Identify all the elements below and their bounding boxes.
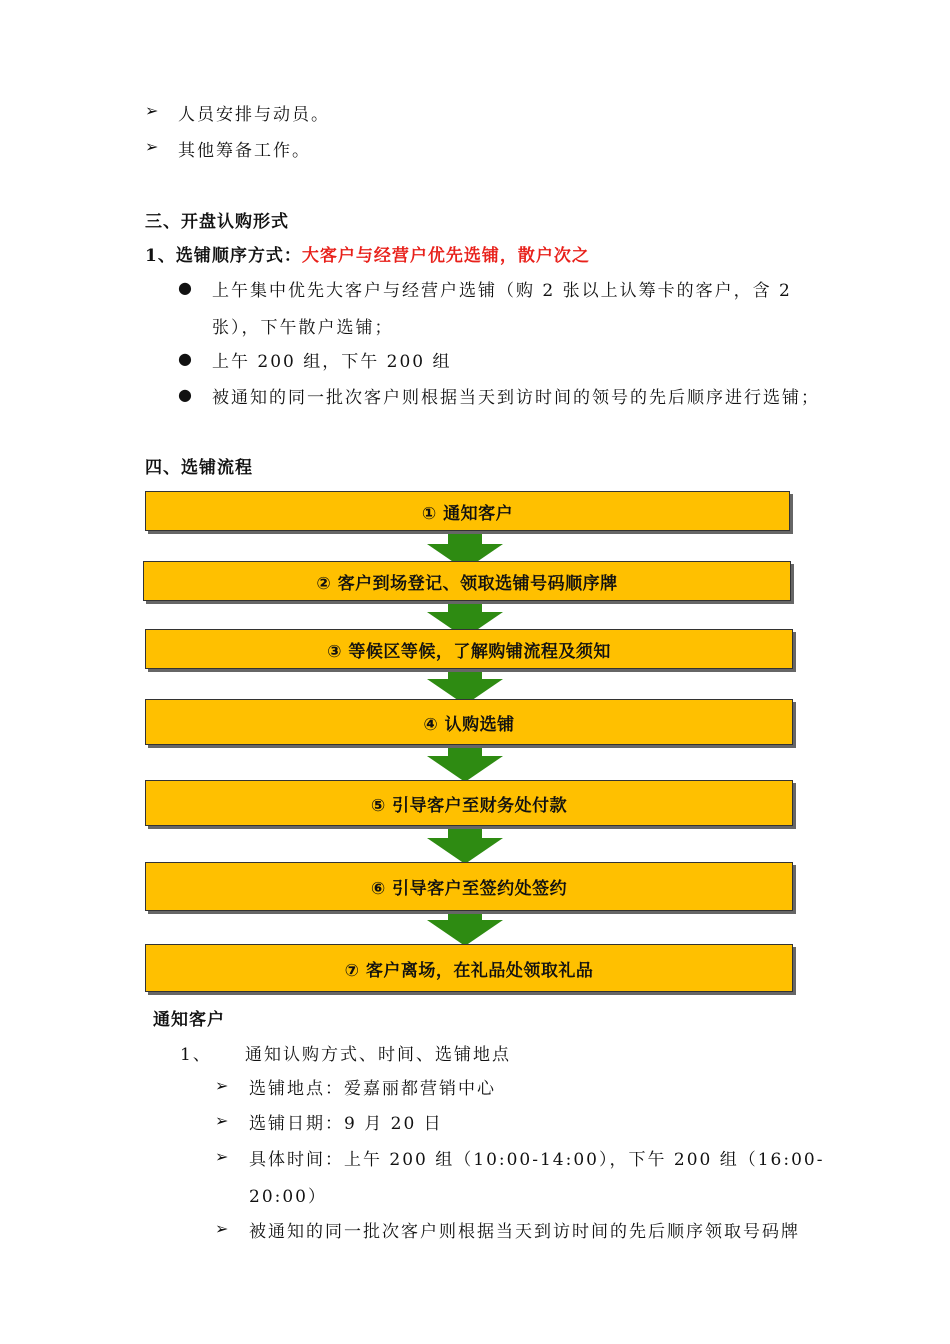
order-method-highlight: 大客户与经营户优先选铺，散户次之 [301, 246, 590, 266]
flow-step: ② 客户到场登记、领取选铺号码顺序牌 [143, 561, 791, 601]
section-heading: 四、选铺流程 [145, 458, 253, 478]
bullet-text: 上午 200 组，下午 200 组 [212, 352, 452, 372]
sub-bullet-text: 被通知的同一批次客户则根据当天到访时间的先后顺序领取号码牌 [249, 1222, 800, 1242]
subsection-heading: 通知客户 [153, 1010, 225, 1030]
order-method-label: 1、选铺顺序方式： [145, 246, 302, 266]
flow-step: ③ 等候区等候，了解购铺流程及须知 [145, 629, 793, 669]
arrow-bullet-icon: ➢ [215, 1111, 229, 1130]
flow-arrow-icon [425, 742, 505, 782]
arrow-bullet-icon: ➢ [145, 137, 159, 156]
flow-arrow-icon [425, 906, 505, 946]
sub-bullet-text: 具体时间：上午 200 组（10:00-14:00），下午 200 组（16:00- [249, 1150, 825, 1170]
bullet-text: 上午集中优先大客户与经营户选铺（购 2 张以上认筹卡的客户，含 2 [212, 281, 792, 301]
section-heading: 三、开盘认购形式 [145, 212, 289, 232]
sub-bullet-text: 选铺地点：爱嘉丽都营销中心 [249, 1079, 496, 1099]
list-number: 1、 [180, 1045, 212, 1065]
sub-bullet-text-continued: 20:00） [249, 1187, 327, 1207]
sub-bullet-text: 选铺日期：9 月 20 日 [249, 1114, 443, 1134]
arrow-bullet-icon: ➢ [215, 1147, 229, 1166]
bullet-text-continued: 张），下午散户选铺； [212, 318, 394, 338]
bullet-text: 人员安排与动员。 [178, 105, 330, 125]
bullet-text: 被通知的同一批次客户则根据当天到访时间的领号的先后顺序进行选铺； [212, 388, 820, 408]
flow-step: ① 通知客户 [145, 491, 790, 531]
bullet-dot-icon: ● [178, 349, 192, 368]
flow-step: ⑤ 引导客户至财务处付款 [145, 780, 793, 826]
flow-step: ④ 认购选铺 [145, 699, 793, 745]
bullet-dot-icon: ● [178, 385, 192, 404]
flow-step: ⑦ 客户离场，在礼品处领取礼品 [145, 944, 793, 992]
bullet-text: 其他筹备工作。 [178, 141, 311, 161]
arrow-bullet-icon: ➢ [145, 101, 159, 120]
list-item-text: 通知认购方式、时间、选铺地点 [245, 1045, 511, 1065]
bullet-dot-icon: ● [178, 278, 192, 297]
arrow-bullet-icon: ➢ [215, 1219, 229, 1238]
flow-arrow-icon [425, 824, 505, 864]
arrow-bullet-icon: ➢ [215, 1076, 229, 1095]
order-method-line [145, 241, 590, 266]
flow-step: ⑥ 引导客户至签约处签约 [145, 862, 793, 911]
